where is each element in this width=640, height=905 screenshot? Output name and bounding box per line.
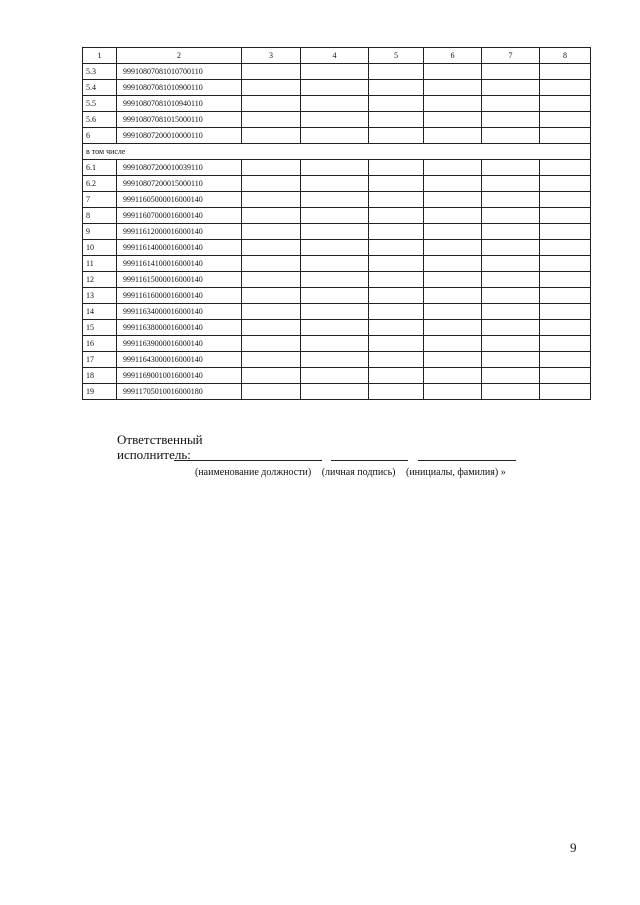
column-header: 7 — [482, 48, 540, 64]
row-number: 18 — [83, 368, 117, 384]
row-code: 99910807200010039110 — [117, 160, 242, 176]
column-header: 5 — [369, 48, 424, 64]
row-code: 99911638000016000140 — [117, 320, 242, 336]
signature-line — [331, 460, 408, 461]
table-row — [83, 176, 591, 192]
table-row — [83, 80, 591, 96]
row-code: 99911614100016000140 — [117, 256, 242, 272]
table-row — [83, 384, 591, 400]
caption-position: (наименование должности) — [195, 467, 312, 478]
data-table — [82, 47, 591, 400]
row-code: 99911607000016000140 — [117, 208, 242, 224]
row-number: 8 — [83, 208, 117, 224]
table-header-row — [83, 48, 591, 64]
page-number: 9 — [570, 840, 577, 855]
table-row — [83, 224, 591, 240]
row-number: 5.6 — [83, 112, 117, 128]
table-row — [83, 320, 591, 336]
table-row — [83, 368, 591, 384]
row-number: 14 — [83, 304, 117, 320]
table-row — [83, 192, 591, 208]
row-number: 12 — [83, 272, 117, 288]
column-header: 3 — [242, 48, 301, 64]
column-header: 8 — [540, 48, 591, 64]
row-code: 99910807081010700110 — [117, 64, 242, 80]
row-code: 99910807200015000110 — [117, 176, 242, 192]
responsible-label-2 — [117, 447, 577, 462]
row-number: 11 — [83, 256, 117, 272]
row-number: 9 — [83, 224, 117, 240]
row-number: 10 — [83, 240, 117, 256]
row-code: 99910807081015000110 — [117, 112, 242, 128]
row-number: 15 — [83, 320, 117, 336]
caption-name: (инициалы, фамилия) » — [406, 467, 506, 478]
row-code: 99911705010016000180 — [117, 384, 242, 400]
row-code: 99911639000016000140 — [117, 336, 242, 352]
name-line — [418, 460, 516, 461]
column-header: 2 — [117, 48, 242, 64]
table-row — [83, 160, 591, 176]
row-code: 99911615000016000140 — [117, 272, 242, 288]
column-header: 6 — [424, 48, 482, 64]
subheader-label: в том числе — [83, 144, 591, 160]
row-number: 5.4 — [83, 80, 117, 96]
signature-captions — [195, 467, 514, 478]
row-number: 5.5 — [83, 96, 117, 112]
row-number: 16 — [83, 336, 117, 352]
row-code: 99911612000016000140 — [117, 224, 242, 240]
table-row — [83, 352, 591, 368]
table-row — [83, 112, 591, 128]
row-number: 17 — [83, 352, 117, 368]
table-row — [83, 288, 591, 304]
row-number: 6.2 — [83, 176, 117, 192]
executor-label: исполнитель: — [117, 447, 191, 462]
table-row — [83, 64, 591, 80]
table-row — [83, 208, 591, 224]
table-subheader-row — [83, 144, 591, 160]
table-row — [83, 256, 591, 272]
row-code: 99911634000016000140 — [117, 304, 242, 320]
row-number: 6.1 — [83, 160, 117, 176]
row-number: 6 — [83, 128, 117, 144]
row-number: 7 — [83, 192, 117, 208]
row-code: 99911614000016000140 — [117, 240, 242, 256]
row-code: 99911605000016000140 — [117, 192, 242, 208]
caption-signature: (личная подпись) — [321, 467, 396, 478]
table-row — [83, 336, 591, 352]
table-row — [83, 96, 591, 112]
row-code: 99911643000016000140 — [117, 352, 242, 368]
row-number: 13 — [83, 288, 117, 304]
row-number: 5.3 — [83, 64, 117, 80]
row-code: 99911690010016000140 — [117, 368, 242, 384]
row-code: 99910807200010000110 — [117, 128, 242, 144]
row-number: 19 — [83, 384, 117, 400]
responsible-block — [117, 432, 577, 462]
row-code: 99910807081010900110 — [117, 80, 242, 96]
table-row — [83, 304, 591, 320]
row-code: 99911616000016000140 — [117, 288, 242, 304]
column-header: 1 — [83, 48, 117, 64]
table-row — [83, 128, 591, 144]
row-code: 99910807081010940110 — [117, 96, 242, 112]
table-row — [83, 272, 591, 288]
position-line — [174, 460, 322, 461]
responsible-label: Ответственный — [117, 432, 203, 447]
column-header: 4 — [301, 48, 369, 64]
table-row — [83, 240, 591, 256]
